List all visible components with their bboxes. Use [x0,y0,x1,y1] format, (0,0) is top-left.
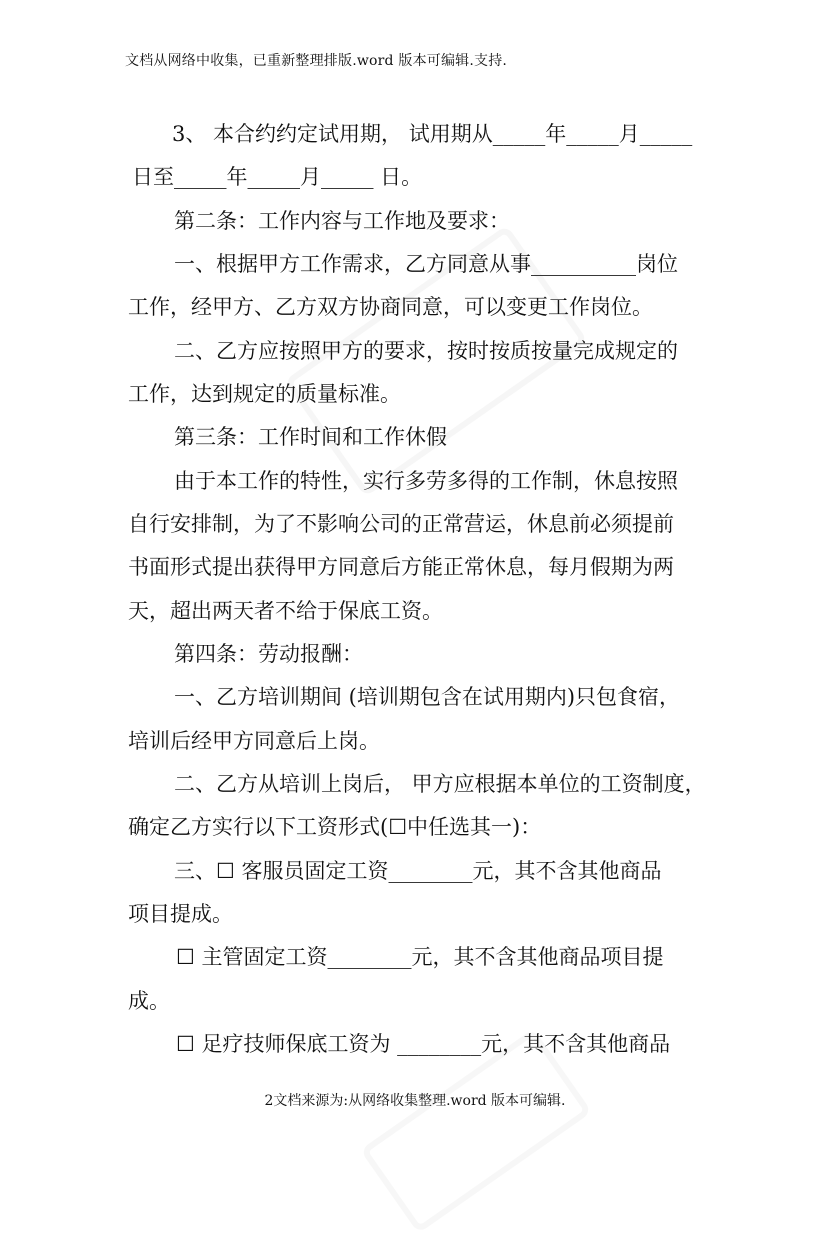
paragraph-line: 培训后经甲方同意后上岗。 [128,729,380,753]
section-heading: 第三条：工作时间和工作休假 [174,425,447,449]
paragraph-line: ☐ 主管固定工资________元，其不含其他商品项目提 [176,945,664,969]
paragraph-line: 一、乙方培训期间 (培训期包含在试用期内)只包食宿， [174,685,681,709]
paragraph-line: 工作，达到规定的质量标准。 [128,382,401,406]
paragraph-line: 二、乙方从培训上岗后， 甲方应根据本单位的工资制度， [174,772,706,796]
paragraph-line: ☐ 足疗技师保底工资为 ________元，其不含其他商品 [176,1032,671,1056]
paragraph-line: 工作，经甲方、乙方双方协商同意，可以变更工作岗位。 [128,295,653,319]
section-heading: 第二条：工作内容与工作地及要求： [174,209,510,233]
paragraph-line: 书面形式提出获得甲方同意后方能正常休息，每月假期为两 [128,555,674,579]
paragraph-line: 二、乙方应按照甲方的要求，按时按质按量完成规定的 [174,339,678,363]
paragraph-line: 成。 [128,989,170,1013]
section-heading: 第四条：劳动报酬： [174,642,363,666]
paragraph-line: 三、☐ 客服员固定工资________元，其不含其他商品 [174,859,662,883]
paragraph-line: 天，超出两天者不给于保底工资。 [128,599,443,623]
page-header: 文档从网络中收集，已重新整理排版.word 版本可编辑.支持. [125,53,508,69]
paragraph-line: 确定乙方实行以下工资形式(☐中任选其一)： [128,815,542,839]
paragraph-line: 项目提成。 [128,902,233,926]
paragraph-line: 3、 本合约约定试用期， 试用期从_____年_____月_____ [172,122,693,146]
paragraph-line: 日至_____年_____月_____ 日。 [132,165,423,189]
page-footer: 2文档来源为:从网络收集整理.word 版本可编辑. [264,1093,566,1109]
paragraph-line: 自行安排制，为了不影响公司的正常营运，休息前必须提前 [128,512,674,536]
paragraph-line: 一、根据甲方工作需求，乙方同意从事__________岗位 [174,252,678,276]
paragraph-line: 由于本工作的特性，实行多劳多得的工作制，休息按照 [174,469,678,493]
